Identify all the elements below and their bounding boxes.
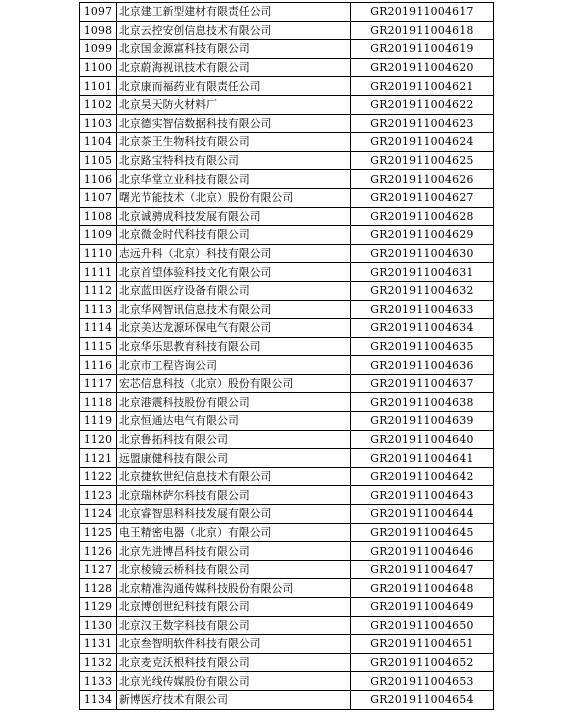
table-row [80,412,494,431]
certificate-number: GR201911004635 [351,337,494,356]
company-name: 远盟康健科技有限公司 [117,449,351,468]
table-row [80,263,494,282]
table-row [80,374,494,393]
certificate-number: GR201911004644 [351,505,494,524]
row-number: 1103 [80,114,117,133]
table-row [80,95,494,114]
row-number: 1134 [80,690,117,709]
certificate-number: GR201911004626 [351,170,494,189]
row-number: 1107 [80,188,117,207]
row-number: 1109 [80,226,117,245]
company-name: 北京华乐思教育科技有限公司 [117,337,351,356]
table-row [80,114,494,133]
table-row [80,226,494,245]
row-number: 1115 [80,337,117,356]
certificate-number: GR201911004649 [351,598,494,617]
certificate-number: GR201911004637 [351,374,494,393]
table-row [80,635,494,654]
table-row [80,77,494,96]
table-row [80,3,494,22]
certificate-number: GR201911004628 [351,207,494,226]
company-name: 北京先进博昌科技有限公司 [117,542,351,561]
certificate-number: GR201911004620 [351,58,494,77]
row-number: 1098 [80,21,117,40]
certificate-number: GR201911004650 [351,616,494,635]
table-row [80,133,494,152]
company-name: 北京昊天防火材料厂 [117,95,351,114]
certificate-number: GR201911004640 [351,430,494,449]
company-name: 北京云控安创信息技术有限公司 [117,21,351,40]
certificate-number: GR201911004648 [351,579,494,598]
table-row [80,188,494,207]
company-name: 北京美达龙源环保电气有限公司 [117,319,351,338]
row-number: 1100 [80,58,117,77]
row-number: 1105 [80,151,117,170]
company-name: 北京捷软世纪信息技术有限公司 [117,467,351,486]
table-row [80,523,494,542]
table-row [80,690,494,709]
table-body [80,3,494,710]
table-row [80,151,494,170]
row-number: 1102 [80,95,117,114]
company-name: 北京睿智思科科技发展有限公司 [117,505,351,524]
row-number: 1131 [80,635,117,654]
certificate-number: GR201911004645 [351,523,494,542]
row-number: 1124 [80,505,117,524]
certificate-number: GR201911004639 [351,412,494,431]
row-number: 1101 [80,77,117,96]
table-row [80,616,494,635]
table-row [80,430,494,449]
table-row [80,40,494,59]
table-row [80,207,494,226]
row-number: 1113 [80,300,117,319]
company-name: 北京棱镜云桥科技有限公司 [117,560,351,579]
certificate-number: GR201911004652 [351,653,494,672]
certificate-number: GR201911004653 [351,672,494,691]
certificate-number: GR201911004633 [351,300,494,319]
company-name: 北京茶王生物科技有限公司 [117,133,351,152]
company-name: 北京首望体验科技文化有限公司 [117,263,351,282]
certificate-number: GR201911004625 [351,151,494,170]
company-name: 北京路宝特科技有限公司 [117,151,351,170]
company-name: 北京市工程咨询公司 [117,356,351,375]
row-number: 1129 [80,598,117,617]
row-number: 1121 [80,449,117,468]
certificate-number: GR201911004646 [351,542,494,561]
company-name: 北京蔚海视讯技术有限公司 [117,58,351,77]
table-row [80,319,494,338]
certificate-number: GR201911004618 [351,21,494,40]
certificate-number: GR201911004651 [351,635,494,654]
company-name: 北京建工新型建材有限责任公司 [117,3,351,22]
company-name: 北京华堂立业科技有限公司 [117,170,351,189]
row-number: 1120 [80,430,117,449]
certificate-number: GR201911004627 [351,188,494,207]
company-name: 北京汉王数字科技有限公司 [117,616,351,635]
certificate-number: GR201911004624 [351,133,494,152]
row-number: 1099 [80,40,117,59]
row-number: 1126 [80,542,117,561]
company-name: 北京鲁拓科技有限公司 [117,430,351,449]
row-number: 1118 [80,393,117,412]
table-row [80,21,494,40]
company-name: 电王精密电器（北京）有限公司 [117,523,351,542]
row-number: 1116 [80,356,117,375]
company-name: 北京德实智信数据科技有限公司 [117,114,351,133]
table-row [80,486,494,505]
certificate-number: GR201911004630 [351,244,494,263]
row-number: 1097 [80,3,117,22]
certificate-number: GR201911004617 [351,3,494,22]
table-row [80,579,494,598]
table-row [80,356,494,375]
company-name: 宏芯信息科技（北京）股份有限公司 [117,374,351,393]
company-name: 北京博创世纪科技有限公司 [117,598,351,617]
company-name: 北京诚骋成科技发展有限公司 [117,207,351,226]
table-row [80,560,494,579]
table-row [80,542,494,561]
row-number: 1110 [80,244,117,263]
row-number: 1127 [80,560,117,579]
table-row [80,505,494,524]
row-number: 1133 [80,672,117,691]
certificate-number: GR201911004636 [351,356,494,375]
row-number: 1125 [80,523,117,542]
row-number: 1122 [80,467,117,486]
row-number: 1128 [80,579,117,598]
certificate-number: GR201911004641 [351,449,494,468]
table-row [80,244,494,263]
company-name: 曙光节能技术（北京）股份有限公司 [117,188,351,207]
row-number: 1119 [80,412,117,431]
table-row [80,653,494,672]
certificate-number: GR201911004642 [351,467,494,486]
row-number: 1106 [80,170,117,189]
table-row [80,170,494,189]
company-name: 北京瑞林萨尔科技有限公司 [117,486,351,505]
certificate-number: GR201911004632 [351,281,494,300]
certificate-number: GR201911004647 [351,560,494,579]
certificate-number: GR201911004634 [351,319,494,338]
row-number: 1104 [80,133,117,152]
company-name: 北京康而福药业有限责任公司 [117,77,351,96]
company-name: 志远升科（北京）科技有限公司 [117,244,351,263]
row-number: 1108 [80,207,117,226]
certificate-number: GR201911004622 [351,95,494,114]
certificate-number: GR201911004643 [351,486,494,505]
company-name: 北京麦克沃根科技有限公司 [117,653,351,672]
company-name: 北京微金时代科技有限公司 [117,226,351,245]
certificate-number: GR201911004623 [351,114,494,133]
certificate-number: GR201911004619 [351,40,494,59]
row-number: 1111 [80,263,117,282]
row-number: 1114 [80,319,117,338]
company-name: 北京国金源富科技有限公司 [117,40,351,59]
table-row [80,300,494,319]
table-row [80,337,494,356]
row-number: 1112 [80,281,117,300]
table-row [80,598,494,617]
row-number: 1117 [80,374,117,393]
table-row [80,281,494,300]
certificate-number: GR201911004631 [351,263,494,282]
certificate-number: GR201911004654 [351,690,494,709]
row-number: 1132 [80,653,117,672]
company-name: 北京华网智讯信息技术有限公司 [117,300,351,319]
certificate-number: GR201911004621 [351,77,494,96]
certificate-table [79,2,494,710]
company-name: 北京光线传媒股份有限公司 [117,672,351,691]
company-name: 北京精准沟通传媒科技股份有限公司 [117,579,351,598]
company-name: 北京叁智明软件科技有限公司 [117,635,351,654]
table-row [80,467,494,486]
certificate-number: GR201911004629 [351,226,494,245]
table-row [80,449,494,468]
company-name: 北京恒通达电气有限公司 [117,412,351,431]
row-number: 1130 [80,616,117,635]
company-name: 新博医疗技术有限公司 [117,690,351,709]
table-row [80,58,494,77]
company-name: 北京蓝田医疗设备有限公司 [117,281,351,300]
row-number: 1123 [80,486,117,505]
certificate-number: GR201911004638 [351,393,494,412]
table-row [80,393,494,412]
table-row [80,672,494,691]
company-name: 北京港震科技股份有限公司 [117,393,351,412]
